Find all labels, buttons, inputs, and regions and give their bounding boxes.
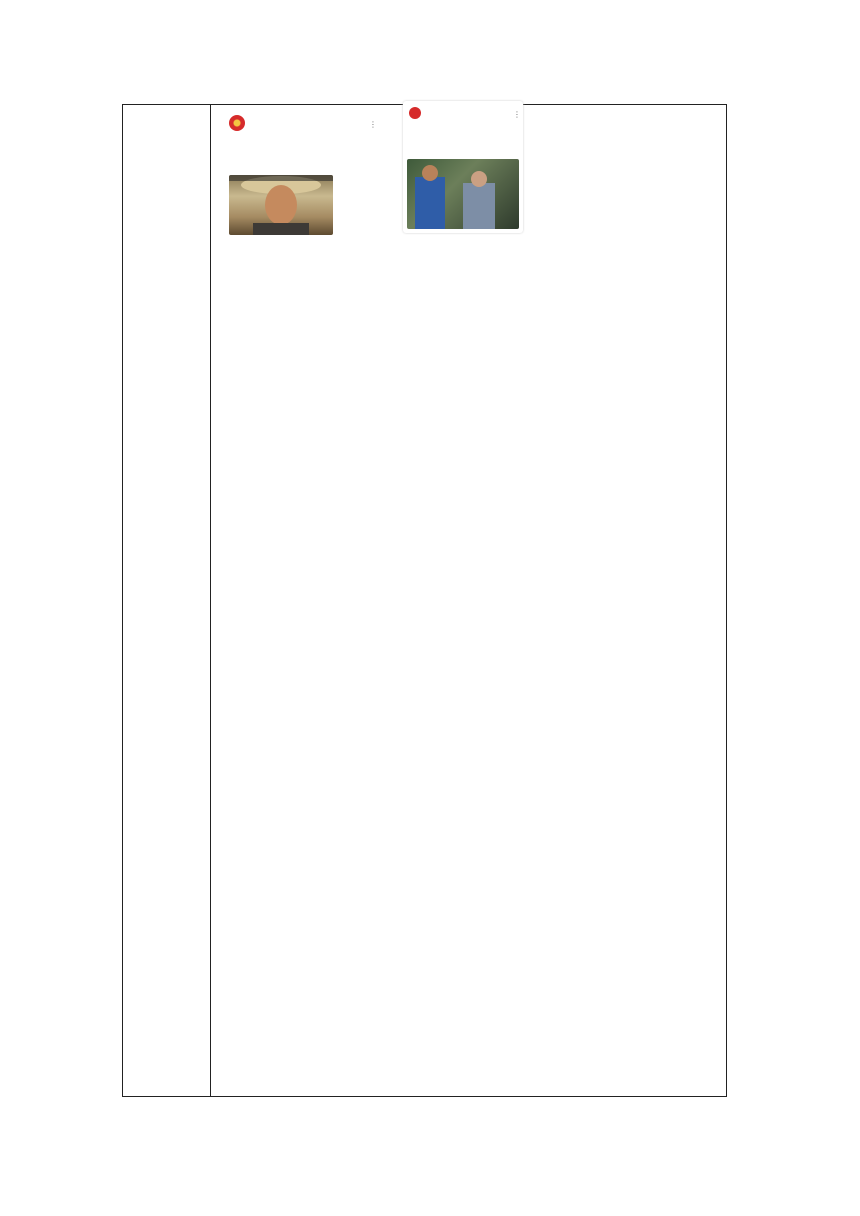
lesson-content-cell (219, 105, 719, 239)
post-photo (229, 175, 333, 235)
post-photo (407, 159, 519, 229)
more-icon[interactable]: ⋮ (369, 120, 377, 129)
lesson-table (122, 104, 727, 1097)
avatar (409, 107, 421, 119)
news-post-hubei (403, 101, 523, 233)
villagers-photo-icon (407, 159, 519, 229)
news-screenshots (219, 105, 719, 239)
more-icon[interactable]: ⋮ (513, 110, 521, 119)
news-post-xinjiang (223, 111, 379, 237)
avatar (229, 115, 245, 131)
column-divider (210, 105, 211, 1096)
farmer-photo-icon (229, 175, 333, 235)
